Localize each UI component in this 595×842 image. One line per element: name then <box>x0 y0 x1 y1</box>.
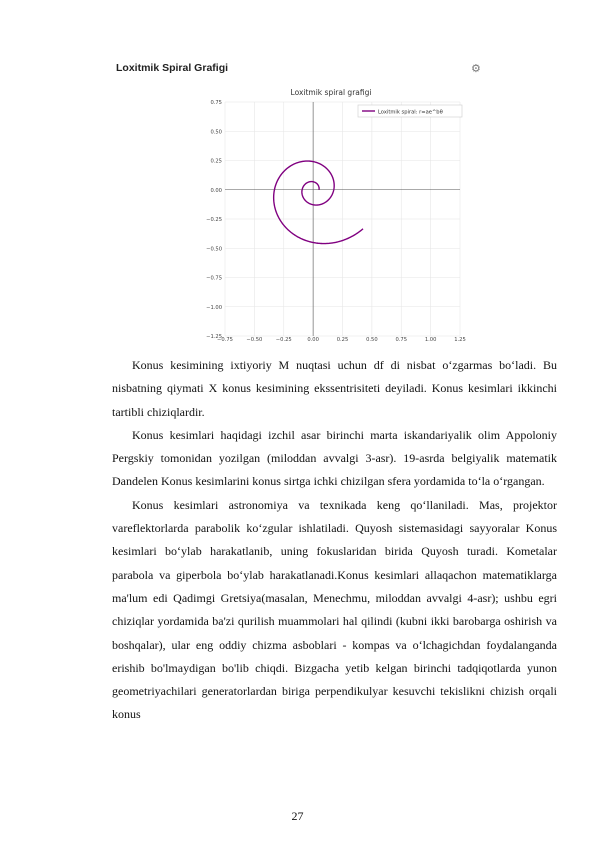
figure-header: Loxitmik Spiral Grafigi <box>116 62 229 74</box>
paragraph: Konus kesimlari astronomiya va texnikada keng qo‘llaniladi. Mas, projektor vareflektorlarda parabolik ko‘zgular ishlatiladi. Quyosh sistemasidagi sayyoralar Konus kesimlari bo‘ylab harakatlanib, uning fokuslaridan birida Quyosh turadi. Kometalar parabola va giperbola bo‘ylab harakatlanadi.Konus kesimlari allaqachon matematiklarga ma'lum edi Qadimgi Gretsiya(masalan, Menechmu, miloddan avvalgi 4-asr); ushbu egri chiziqlar yordamida ba'zi qurilish muammolari hal qilindi (kubni ikki barobarga oshirish va boshqalar), ular eng oddiy chizma asboblari - kompas va o‘lchagichdan foydalanganda erishib bo'lmaydigan bo'lib chiqdi. Bizgacha yetib kelgan birinchi tadqiqotlarda yunon geometriyachilari generatorlardan biriga perpendikulyar kesuvchi tekislikni chizish orqali konus <box>112 497 557 722</box>
y-tick-label: 0.50 <box>210 129 222 136</box>
y-tick-label: 0.25 <box>210 158 222 165</box>
y-tick-label: −0.50 <box>206 246 222 253</box>
x-tick-label: 0.00 <box>307 337 319 342</box>
body-text <box>112 354 557 727</box>
y-tick-label: −0.75 <box>206 275 222 282</box>
settings-icon[interactable]: ⚙ <box>471 62 481 75</box>
paragraph: Konus kesimlari haqidagi izchil asar birinchi marta iskandariyalik olim Appoloniy Pergskiy tomonidan yozilgan (miloddan avvalgi 3-asr). 19-asrda belgiyalik matematik Dandelen Konus kesimlarini konus sirtga ichki chizilgan sfera yordamida to‘la o‘rgangan. <box>112 427 557 489</box>
spiral-chart <box>190 84 475 342</box>
x-tick-label: 0.50 <box>366 337 378 342</box>
y-tick-label: −0.25 <box>206 217 222 223</box>
x-tick-label: 1.25 <box>454 337 466 342</box>
x-tick-label: −0.75 <box>217 337 233 342</box>
chart-title: Loxitmik spiral grafigi <box>290 88 372 97</box>
x-tick-label: 0.25 <box>336 337 349 342</box>
x-tick-label: −0.25 <box>275 337 292 342</box>
y-tick-label: −1.00 <box>206 304 222 311</box>
x-tick-label: 0.75 <box>395 337 408 342</box>
y-tick-label: 0.75 <box>210 100 222 106</box>
legend-label: Loxitmik spiral: r=ae^bθ <box>378 109 443 116</box>
x-tick-label: −0.50 <box>246 337 263 342</box>
y-tick-label: −1.25 <box>206 334 222 340</box>
page-number: 27 <box>291 809 304 823</box>
x-tick-label: 1.00 <box>424 337 437 342</box>
paragraph: Konus kesimining ixtiyoriy M nuqtasi uchun df di nisbat o‘zgarmas bo‘ladi. Bu nisbatning qiymati X konus kesimining ekssentrisiteti deyiladi. Konus kesimlari ikkinchi tartibli chiziqlardir. <box>112 358 557 419</box>
spiral-series-line <box>274 161 363 244</box>
y-tick-label: 0.00 <box>210 187 222 194</box>
chart-legend <box>358 105 462 117</box>
